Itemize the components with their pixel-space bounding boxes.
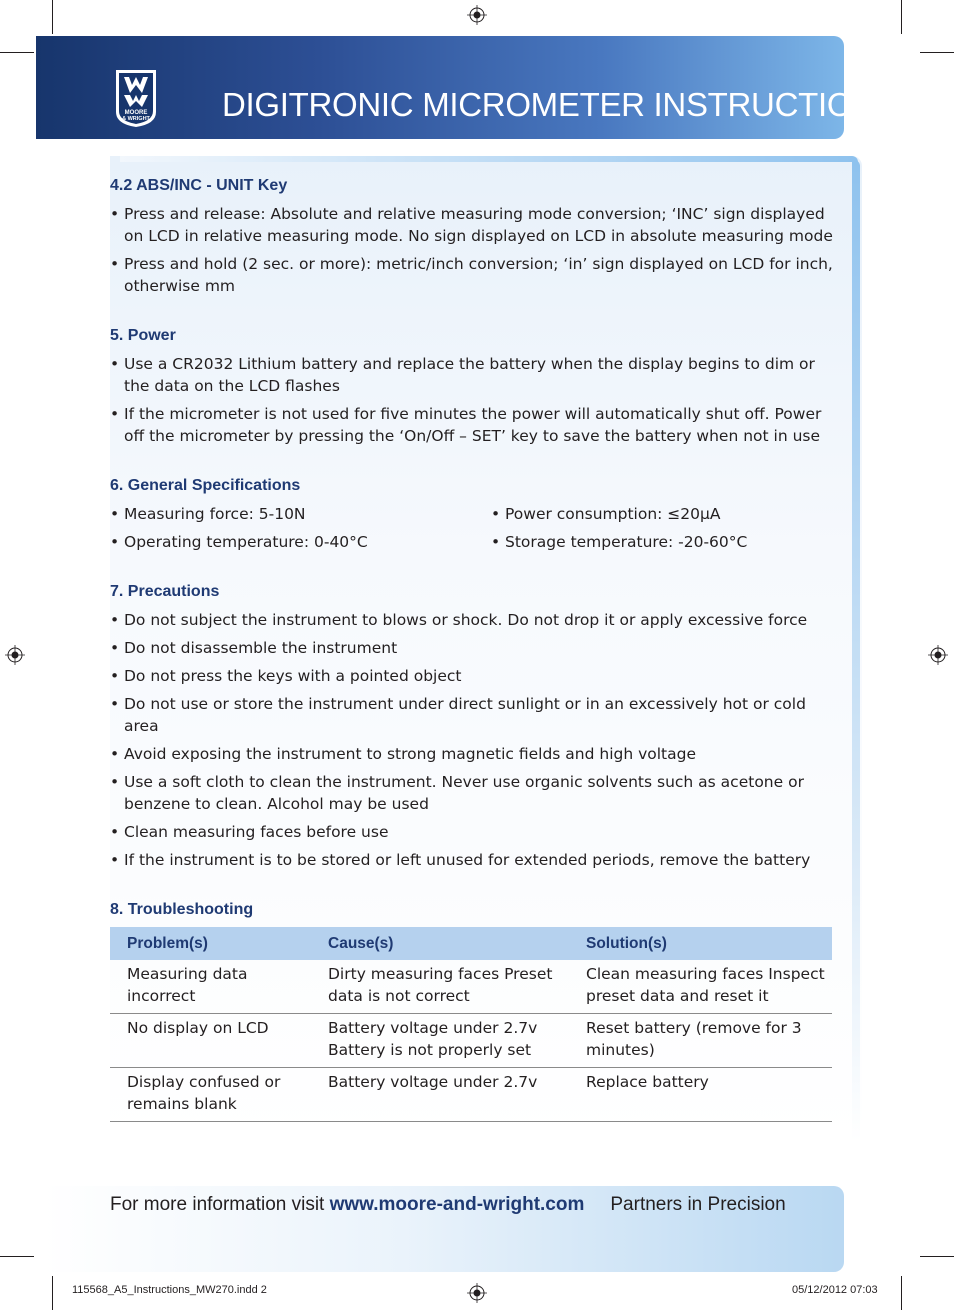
registration-mark-icon (928, 645, 948, 665)
page-title: DIGITRONIC MICROMETER INSTRUCTIONS (222, 86, 898, 123)
table-row (110, 960, 832, 1014)
section-power (110, 326, 836, 447)
list-item: • Press and release: Absolute and relative measuring mode conversion; ‘INC’ sign displayed on LCD in relative measuring mode. No sign displayed on LCD in absolute measuring mode (110, 203, 836, 247)
section-heading: 5. Power (110, 327, 176, 344)
spec-item: • Operating temperature: 0-40°C (110, 531, 491, 553)
table-cell: Battery voltage under 2.7v (311, 1068, 569, 1122)
table-cell: Replace battery (569, 1068, 832, 1122)
table-cell: Battery voltage under 2.7v Battery is not properly set (311, 1014, 569, 1068)
registration-mark-icon (467, 5, 487, 25)
section-troubleshooting (110, 900, 836, 1122)
list-item: • Do not disassemble the instrument (110, 637, 836, 659)
table-row (110, 1014, 832, 1068)
column-header: Solution(s) (569, 927, 832, 960)
list-item: • Avoid exposing the instrument to strong magnetic fields and high voltage (110, 743, 836, 765)
list-item: • If the micrometer is not used for five minutes the power will automatically shut off. Power off the micrometer by pressing the ‘On/Off – SET’ key to save the battery when not in use (110, 403, 836, 447)
section-heading: 4.2 ABS/INC - UNIT Key (110, 177, 288, 194)
list-item: • Use a soft cloth to clean the instrument. Never use organic solvents such as acetone or benzene to clean. Alcohol may be used (110, 771, 836, 815)
content (110, 176, 836, 1122)
crop-mark (920, 1256, 954, 1257)
table-cell: Display confused or remains blank (110, 1068, 311, 1122)
spec-item: • Storage temperature: -20-60°C (491, 531, 836, 553)
list-item: • Press and hold (2 sec. or more): metric/inch conversion; ‘in’ sign displayed on LCD for inch, otherwise mm (110, 253, 836, 297)
table-cell: Measuring data incorrect (110, 960, 311, 1014)
website-link[interactable]: www.moore-and-wright.com (329, 1194, 585, 1215)
footer (110, 1194, 830, 1216)
section-specifications (110, 476, 836, 553)
content-panel-edge (852, 160, 860, 1142)
slug-date: 05/12/2012 07:03 (792, 1284, 878, 1296)
table-cell: Dirty measuring faces Preset data is not correct (311, 960, 569, 1014)
spec-item: • Power consumption: ≤20µA (491, 503, 836, 525)
crop-mark (52, 1276, 53, 1310)
table-header-row (110, 927, 832, 960)
table-cell: Clean measuring faces Inspect preset data and reset it (569, 960, 832, 1014)
crop-mark (52, 0, 53, 34)
footer-tagline: Partners in Precision (610, 1194, 786, 1215)
table-cell: Reset battery (remove for 3 minutes) (569, 1014, 832, 1068)
footer-prefix: For more information visit (110, 1194, 330, 1215)
column-header: Problem(s) (110, 927, 311, 960)
logo-text-line1: MOORE (124, 110, 148, 116)
list-item: • Do not subject the instrument to blows or shock. Do not drop it or apply excessive force (110, 609, 836, 631)
section-heading: 7. Precautions (110, 583, 220, 600)
list-item: • Do not use or store the instrument under direct sunlight or in an excessively hot or cold area (110, 693, 836, 737)
list-item: • Use a CR2032 Lithium battery and replace the battery when the display begins to dim or the data on the LCD flashes (110, 353, 836, 397)
list-item: • If the instrument is to be stored or left unused for extended periods, remove the battery (110, 849, 836, 871)
crop-mark (920, 52, 954, 53)
crop-mark (901, 1276, 902, 1310)
list-item: • Clean measuring faces before use (110, 821, 836, 843)
troubleshooting-table (110, 927, 832, 1122)
table-cell: No display on LCD (110, 1014, 311, 1068)
spec-item: • Measuring force: 5-10N (110, 503, 491, 525)
slug-file: 115568_A5_Instructions_MW270.indd 2 (72, 1284, 267, 1296)
registration-mark-icon (467, 1283, 487, 1303)
logo-text-line2: & WRIGHT (122, 116, 150, 122)
crop-mark (0, 1256, 34, 1257)
crop-mark (0, 52, 34, 53)
registration-mark-icon (5, 645, 25, 665)
column-header: Cause(s) (311, 927, 569, 960)
section-heading: 6. General Specifications (110, 477, 301, 494)
section-abs-inc (110, 176, 836, 297)
section-precautions (110, 582, 836, 871)
content-panel-edge (120, 156, 858, 162)
table-row (110, 1068, 832, 1122)
section-heading: 8. Troubleshooting (110, 901, 254, 918)
list-item: • Do not press the keys with a pointed object (110, 665, 836, 687)
crop-mark (901, 0, 902, 34)
mw-logo-icon (110, 68, 162, 128)
